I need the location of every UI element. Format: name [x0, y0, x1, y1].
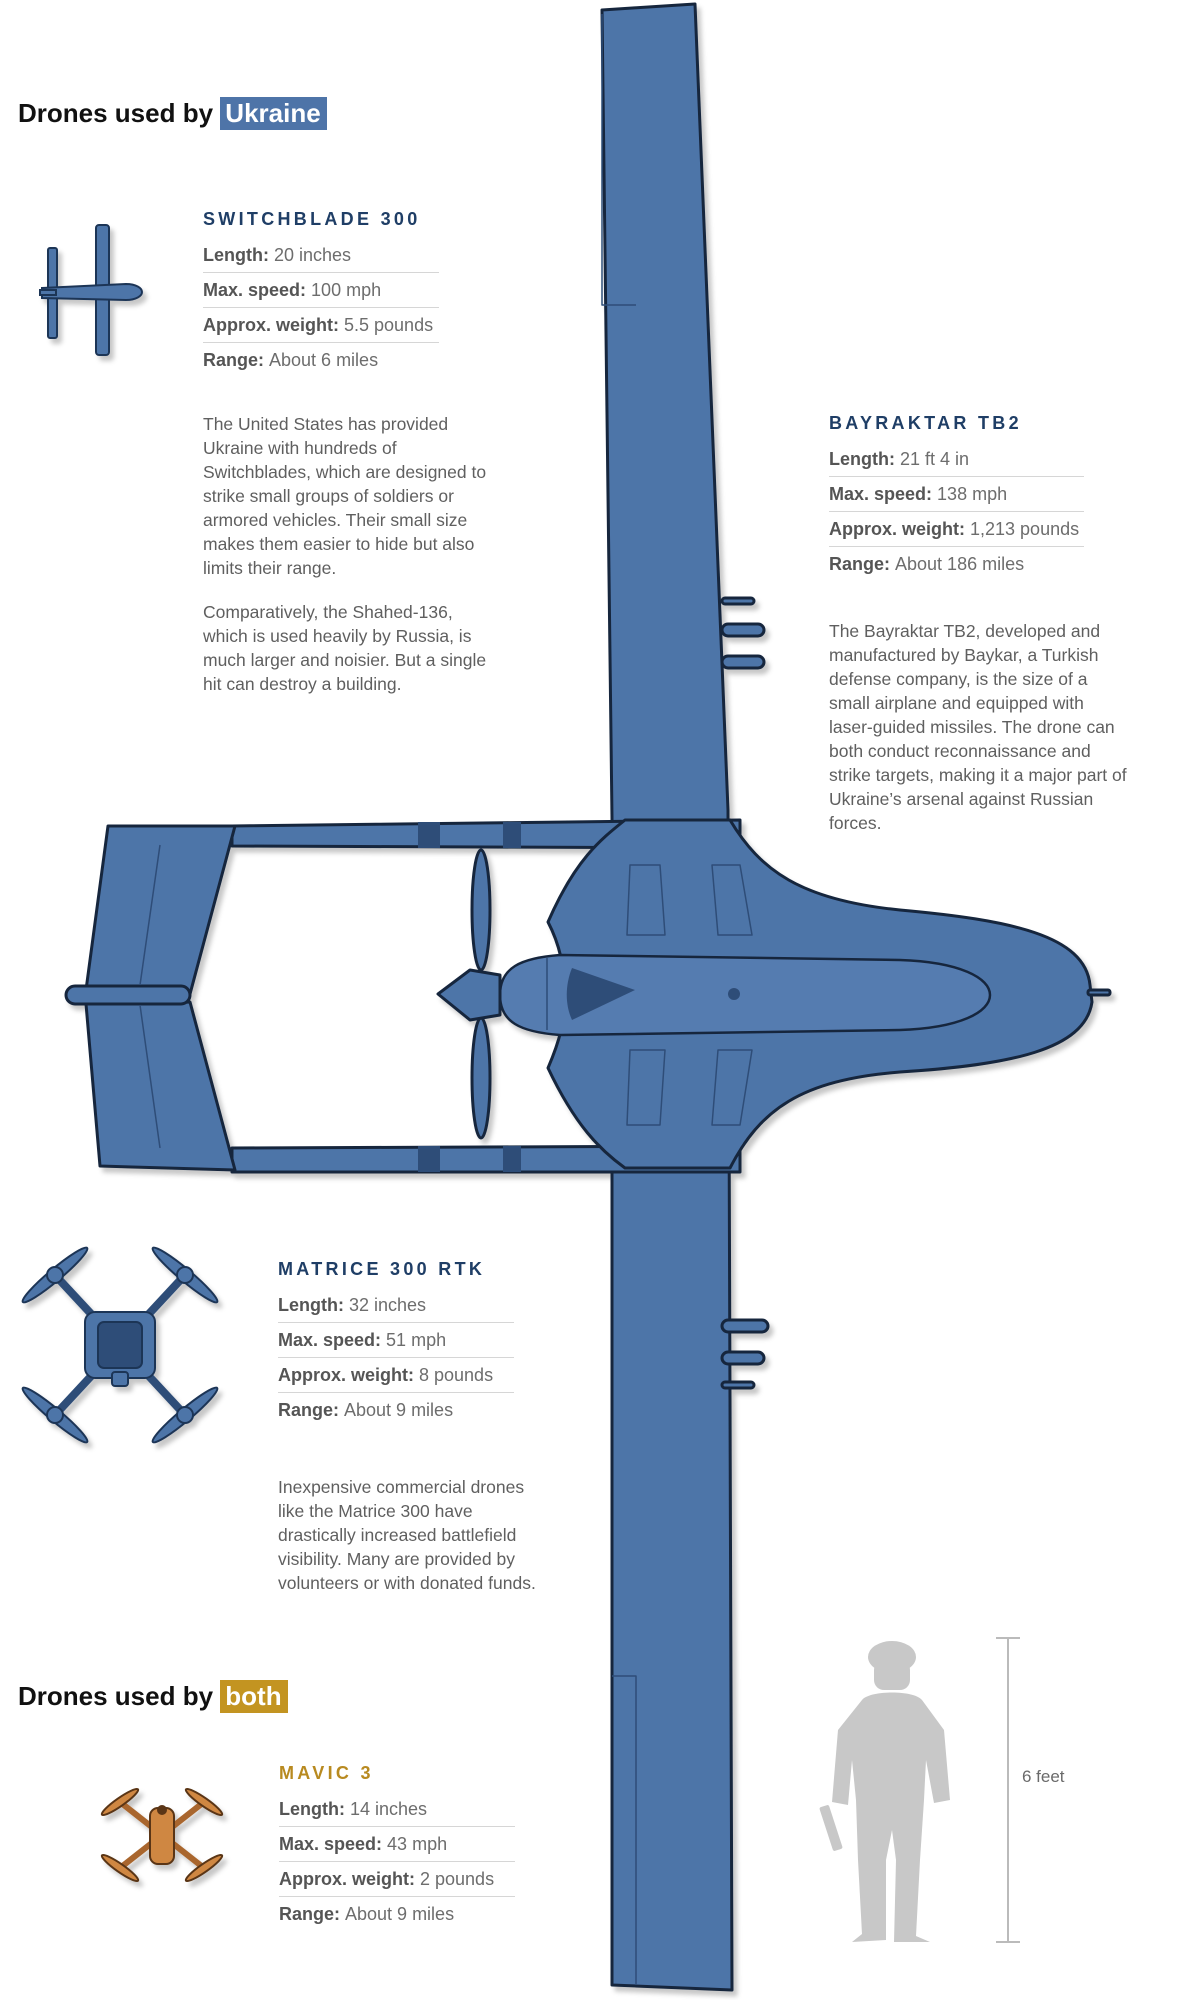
- spec-value: About 186 miles: [895, 554, 1025, 574]
- spec-max-speed: [278, 1323, 514, 1358]
- spec-value: 32 inches: [348, 1295, 427, 1315]
- spec-label: Max. speed:: [278, 1330, 382, 1350]
- tb2-tail-upper: [86, 826, 235, 994]
- spec-label: Max. speed:: [203, 280, 307, 300]
- scale-label: 6 feet: [1022, 1767, 1065, 1786]
- tb2-hardpoint: [722, 1320, 768, 1332]
- matrice-description: [278, 1475, 543, 1615]
- spec-weight: [279, 1862, 515, 1897]
- tb2-tail-bar: [66, 986, 190, 1004]
- switchblade-description: [203, 412, 488, 716]
- spec-range: [203, 343, 439, 377]
- spec-value: 100 mph: [311, 280, 382, 300]
- tb2-hardpoint: [722, 624, 764, 636]
- switchblade-card: [203, 209, 439, 377]
- description-paragraph: Comparatively, the Shahed-136, which is used heavily by Russia, is much larger and noisier. But a single hit can destroy a building.: [203, 602, 487, 694]
- spec-value: 43 mph: [387, 1834, 448, 1854]
- spec-label: Range:: [279, 1904, 341, 1924]
- spec-label: Range:: [203, 350, 265, 370]
- tb2-hardpoint: [722, 656, 764, 668]
- spec-label: Range:: [829, 554, 891, 574]
- bayraktar-title: BAYRAKTAR TB2: [829, 413, 1022, 433]
- soldier-silhouette: [819, 1641, 950, 1942]
- spec-value: 20 inches: [273, 245, 352, 265]
- mavic-3-icon: [100, 1786, 225, 1884]
- spec-weight: [829, 512, 1084, 547]
- spec-max-speed: [279, 1827, 515, 1862]
- bayraktar-description: [829, 619, 1129, 855]
- spec-label: Max. speed:: [829, 484, 933, 504]
- spec-value: 21 ft 4 in: [899, 449, 970, 469]
- tb2-sensor-dot: [728, 988, 740, 1000]
- spec-weight: [203, 308, 439, 343]
- tb2-hardpoint: [722, 1382, 754, 1388]
- spec-value: About 9 miles: [345, 1904, 455, 1924]
- spec-length: [829, 442, 1084, 477]
- spec-range: [279, 1897, 515, 1931]
- tb2-tail-lower: [86, 1002, 235, 1170]
- matrice-card: [278, 1259, 514, 1427]
- spec-value: 2 pounds: [420, 1869, 495, 1889]
- description-paragraph: Inexpensive commercial drones like the Matrice 300 have drastically increased battlefield visibility. Many are provided by volunteers or with donated funds.: [278, 1477, 536, 1593]
- spec-label: Max. speed:: [279, 1834, 383, 1854]
- spec-length: [278, 1288, 514, 1323]
- spec-label: Approx. weight:: [829, 519, 965, 539]
- spec-value: 51 mph: [386, 1330, 447, 1350]
- bayraktar-card: [829, 413, 1084, 581]
- spec-weight: [278, 1358, 514, 1393]
- spec-max-speed: [829, 477, 1084, 512]
- tb2-hardpoint: [722, 1352, 764, 1364]
- switchblade-300-icon: [40, 225, 142, 355]
- spec-label: Length:: [279, 1799, 345, 1819]
- section-heading-prefix: Drones used by: [18, 1681, 214, 1711]
- mavic-title: MAVIC 3: [279, 1763, 374, 1783]
- spec-value: 1,213 pounds: [970, 519, 1080, 539]
- tb2-spinner: [438, 970, 500, 1020]
- spec-label: Approx. weight:: [279, 1869, 415, 1889]
- spec-range: [829, 547, 1084, 581]
- section-heading-both: [18, 1681, 288, 1712]
- section-heading-highlight: Ukraine: [220, 97, 326, 130]
- section-heading-prefix: Drones used by: [18, 98, 214, 128]
- spec-range: [278, 1393, 514, 1427]
- tb2-pitot: [1088, 990, 1110, 995]
- spec-label: Length:: [203, 245, 269, 265]
- spec-label: Length:: [829, 449, 895, 469]
- tb2-propeller-blade: [472, 850, 490, 970]
- spec-value: 138 mph: [937, 484, 1008, 504]
- mavic-card: [279, 1763, 515, 1931]
- scale-bar: [996, 1638, 1020, 1942]
- spec-max-speed: [203, 273, 439, 308]
- description-paragraph: The United States has provided Ukraine with hundreds of Switchblades, which are designed to strike small groups of soldiers or armored vehicles. Their small size makes them easier to hide but also limits their range.: [203, 414, 487, 578]
- switchblade-title: SWITCHBLADE 300: [203, 209, 421, 229]
- spec-length: [203, 238, 439, 273]
- section-heading-ukraine: [18, 98, 327, 129]
- matrice-title: MATRICE 300 RTK: [278, 1259, 486, 1279]
- section-heading-highlight: both: [220, 1680, 287, 1713]
- spec-value: About 9 miles: [344, 1400, 454, 1420]
- spec-length: [279, 1792, 515, 1827]
- spec-value: About 6 miles: [269, 350, 379, 370]
- tb2-propeller-blade: [472, 1018, 490, 1138]
- spec-value: 14 inches: [349, 1799, 428, 1819]
- spec-label: Range:: [278, 1400, 340, 1420]
- spec-value: 8 pounds: [419, 1365, 494, 1385]
- matrice-300-rtk-icon: [19, 1243, 221, 1446]
- spec-value: 5.5 pounds: [344, 315, 434, 335]
- spec-label: Approx. weight:: [278, 1365, 414, 1385]
- spec-label: Approx. weight:: [203, 315, 339, 335]
- spec-label: Length:: [278, 1295, 344, 1315]
- description-paragraph: The Bayraktar TB2, developed and manufactured by Baykar, a Turkish defense company, is the size of a small airplane and equipped with laser-guided missiles. The drone can both conduct reconnaissance and strike targets, making it a major part of Ukraine’s arsenal against Russian forces.: [829, 621, 1127, 833]
- tb2-hardpoint: [722, 598, 754, 604]
